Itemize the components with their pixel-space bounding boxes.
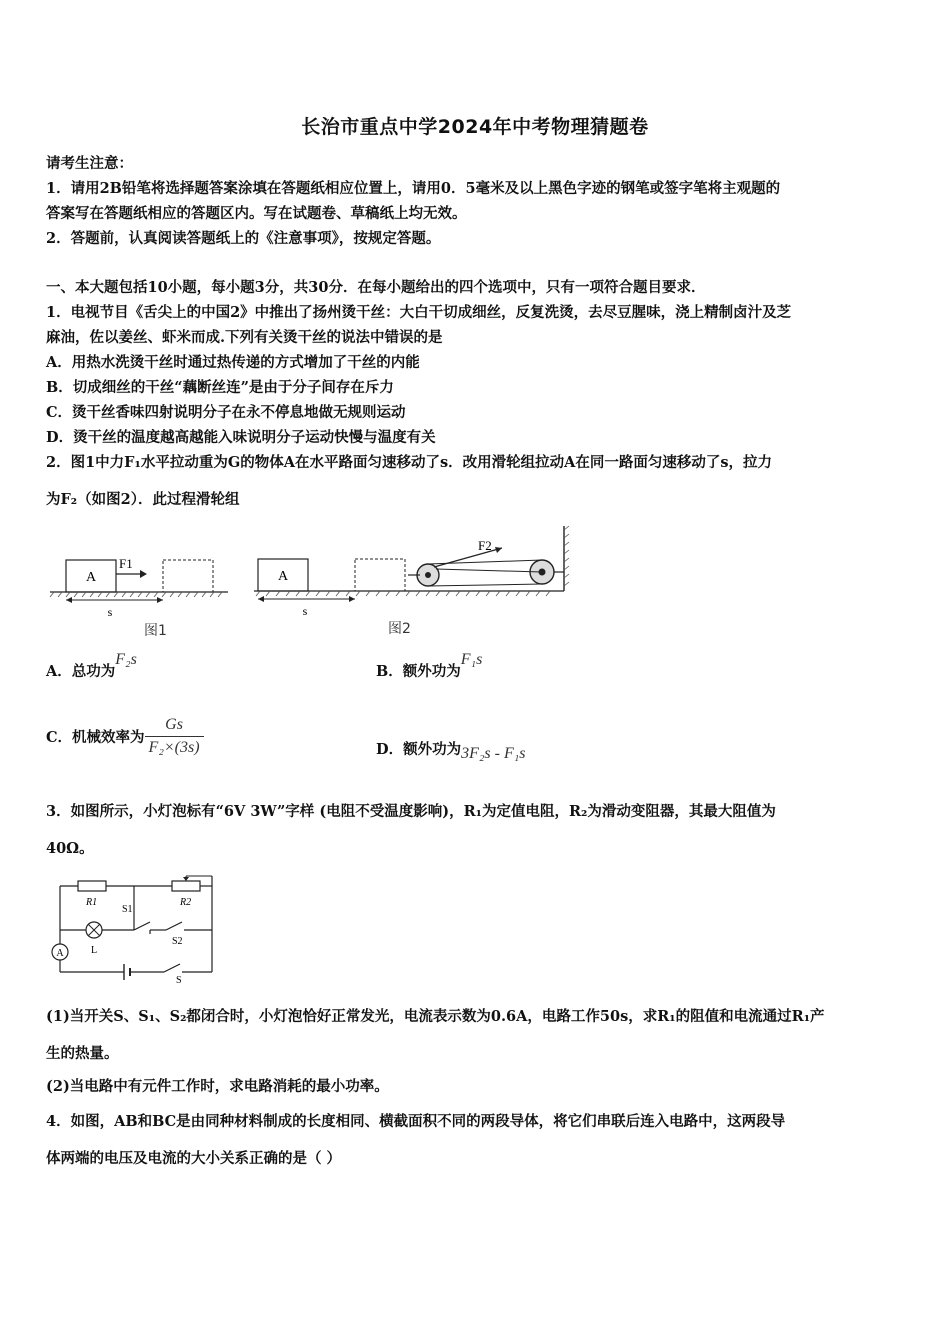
q1-option-c: C．烫干丝香味四射说明分子在永不停息地做无规则运动 bbox=[46, 404, 406, 421]
notice-item: 1．请用2B铅笔将选择题答案涂填在答题纸相应位置上，请用0．5毫米及以上黑色字迹的钢笔或签字笔将主观题的 bbox=[46, 180, 781, 197]
section-heading: 一、本大题包括10小题，每小题3分，共30分．在每小题给出的四个选项中，只有一项符合题目要求． bbox=[46, 279, 706, 296]
distance-label: s bbox=[107, 605, 113, 619]
switch-s2 bbox=[166, 922, 182, 930]
q2-option-b: B．额外功为F₁s bbox=[376, 651, 483, 680]
formula: F₂s bbox=[115, 651, 137, 668]
distance-label: s bbox=[302, 604, 308, 618]
notice-item: 2．答题前，认真阅读答题纸上的《注意事项》，按规定答题。 bbox=[46, 230, 441, 247]
figure-1 bbox=[48, 548, 238, 644]
block-label: A bbox=[277, 569, 289, 584]
q1-option-d: D．烫干丝的温度越高越能入味说明分子运动快慢与温度有关 bbox=[46, 429, 436, 446]
q3-part-1: 生的热量。 bbox=[46, 1045, 119, 1062]
q2-option-a: A．总功为F₂s bbox=[46, 651, 137, 680]
q1-option-b: B．切成细丝的干丝“藕断丝连”是由于分子间存在斥力 bbox=[46, 379, 394, 396]
formula: F₁s bbox=[460, 651, 483, 668]
q4-stem: 4．如图，AB和BC是由同种材料制成的长度相同、横截面积不同的两段导体，将它们串联后连入电路中，这两段导 bbox=[46, 1113, 786, 1130]
block-label: A bbox=[85, 570, 97, 585]
q2-option-d: D．额外功为3F₂s - F₁s bbox=[376, 741, 526, 762]
r2-label: R2 bbox=[180, 897, 192, 908]
q3-stem: 40Ω。 bbox=[46, 840, 94, 857]
force-label: F2 bbox=[478, 538, 492, 553]
q2-option-c: C．机械效率为 $\frac{Gs}{\text{F₂×(3s)}}$ bbox=[46, 716, 204, 757]
s2-label: S2 bbox=[172, 936, 183, 947]
q2-stem: 为F₂（如图2）．此过程滑轮组 bbox=[46, 491, 240, 508]
notice-item: 答案写在答题纸相应的答题区内。写在试题卷、草稿纸上均无效。 bbox=[46, 205, 467, 222]
force-label: F1 bbox=[119, 556, 133, 571]
circuit-diagram bbox=[46, 870, 220, 984]
q3-part-2: (2)当电路中有元件工作时，求电路消耗的最小功率。 bbox=[46, 1078, 389, 1095]
figure-caption: 图1 bbox=[144, 623, 167, 639]
rheostat-r2 bbox=[172, 881, 200, 891]
q1-option-a: A．用热水洗烫干丝时通过热传递的方式增加了干丝的内能 bbox=[46, 354, 420, 371]
figure-2 bbox=[252, 522, 574, 644]
block-final-position bbox=[355, 559, 405, 591]
q2-stem: 2．图1中力F₁水平拉动重为G的物体A在水平路面匀速移动了s．改用滑轮组拉动A在同一路面匀速移动了s，拉力 bbox=[46, 454, 773, 471]
figure-caption: 图2 bbox=[388, 621, 411, 637]
resistor-r1 bbox=[78, 881, 106, 891]
q1-stem: 麻油，佐以姜丝、虾米而成.下列有关烫干丝的说法中错误的是 bbox=[46, 329, 443, 346]
s-label: S bbox=[176, 975, 182, 984]
notice-heading: 请考生注意： bbox=[46, 155, 133, 172]
page-title: 长治市重点中学2024年中考物理猜题卷 bbox=[301, 116, 649, 138]
switch-s bbox=[164, 964, 180, 972]
ammeter-label: A bbox=[56, 948, 64, 959]
q4-stem: 体两端的电压及电流的大小关系正确的是（ ） bbox=[46, 1150, 342, 1167]
formula: 3F₂s - F₁s bbox=[461, 745, 526, 762]
lamp-label: L bbox=[91, 945, 98, 956]
q3-stem: 3．如图所示，小灯泡标有“6V 3W”字样 (电阻不受温度影响)，R₁为定值电阻，R₂为滑动变阻器，其最大阻值为 bbox=[46, 803, 776, 820]
efficiency-fraction: $\frac{Gs}{\text{F₂×(3s)}}$ bbox=[145, 716, 204, 757]
block-final-position bbox=[163, 560, 213, 592]
q3-part-1: (1)当开关S、S₁、S₂都闭合时，小灯泡恰好正常发光，电流表示数为0.6A，电路工作50s，求R₁的阻值和电流通过R₁产 bbox=[46, 1008, 825, 1025]
r1-label: R1 bbox=[86, 897, 98, 908]
s1-label: S1 bbox=[122, 904, 133, 915]
switch-s1 bbox=[134, 922, 150, 930]
q1-stem: 1．电视节目《舌尖上的中国2》中推出了扬州烫干丝：大白干切成细丝，反复洗烫，去尽豆腥味，浇上精制卤汁及芝 bbox=[46, 304, 792, 321]
